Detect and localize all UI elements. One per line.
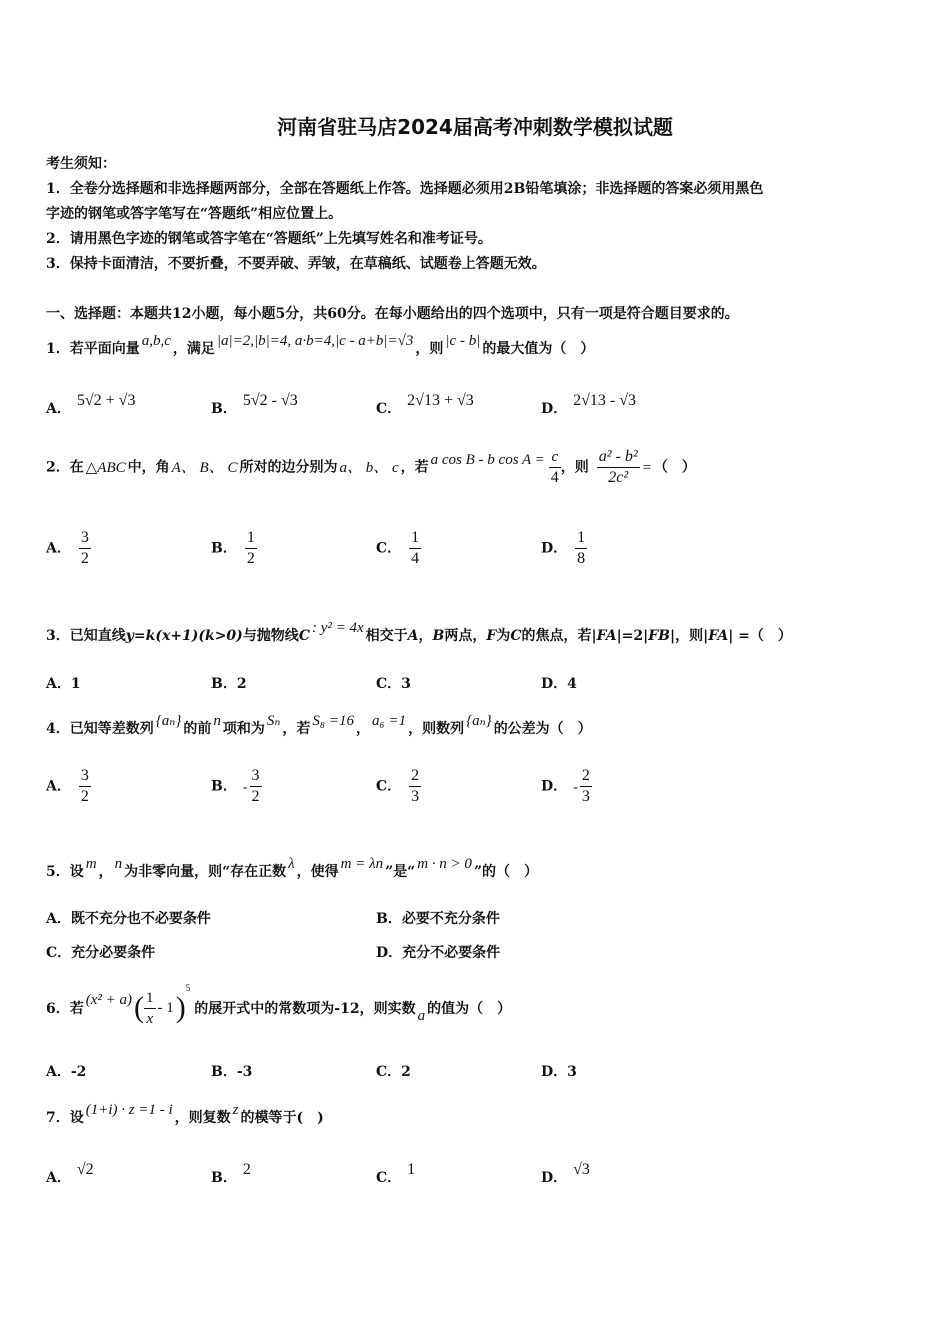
q7-text-1: 7．设 [46,1110,84,1126]
option-label: C． [376,676,402,692]
q2-math-equals: = [641,459,652,476]
q2-fraction-c-over-4 [549,447,561,488]
q3-text-15: |=2| [616,628,649,644]
q4-text-5: ， [356,721,371,737]
q3-option-d[interactable] [541,673,577,693]
notice-line-2: 2．请用黑色字迹的钢笔或答字笔在“答题纸”上先填写姓名和准考证号。 [46,231,492,247]
q1-text-2: ，满足 [172,341,215,357]
q4-text-1: 4．已知等差数列 [46,721,154,737]
option-value: 3 [401,676,411,692]
fraction-numerator: 1 [575,528,587,549]
option-label: C． [376,1064,402,1080]
option-value: 2 [401,1064,411,1080]
q1-text-4: 的最大值为（ ） [482,341,595,357]
q7-option-c[interactable] [376,1161,416,1187]
q6-math-exponent: 5 [185,983,191,993]
option-label: A． [46,401,71,417]
question-6 [46,983,512,1028]
option-fraction [250,766,262,807]
q6-option-c[interactable] [376,1061,411,1081]
option-value: 2 [242,1161,251,1178]
q4-text-2: 的前 [183,721,212,737]
q3-text-13: 的焦点，若| [521,628,597,644]
option-value: 2√13 - √3 [573,392,637,409]
question-2 [46,447,696,488]
q4-option-b[interactable] [211,766,262,807]
q4-math-n: n [213,713,221,729]
q4-option-d[interactable] [541,766,592,807]
option-sign: - [242,779,248,795]
option-value: 必要不充分条件 [401,911,500,927]
option-label: C． [46,945,72,961]
question-5 [46,856,538,881]
option-fraction [575,528,587,569]
q6-math-a: a [417,1007,426,1024]
q3-text-11: 为 [496,628,511,644]
notice-line-3: 3．保持卡面清洁，不要折叠，不要弄破、弄皱，在草稿纸、试题卷上答题无效。 [46,256,546,272]
fraction-denominator: 3 [581,788,590,805]
q7-math-z: z [232,1102,239,1118]
q5-math-lambda: λ [288,856,295,872]
option-label: D． [376,945,403,961]
fraction-denominator: 4 [411,550,420,567]
option-label: C． [376,401,402,417]
option-fraction [409,528,421,569]
q2-option-a[interactable] [46,528,91,569]
fraction-denominator: 8 [577,550,586,567]
option-value: 5√2 + √3 [76,392,136,409]
option-label: B． [211,540,237,557]
fraction-denominator: 2 [251,788,260,805]
q7-option-a[interactable] [46,1161,94,1187]
option-label: B． [211,778,237,795]
q3-text-1: 3．已知直线 [46,628,126,644]
q1-option-b[interactable] [211,392,298,418]
q1-math-target: |c - b| [445,333,481,349]
q5-text-5: ”是“ [385,864,416,880]
fraction-numerator: 1 [144,988,156,1009]
fraction-denominator: 3 [411,788,420,805]
q3-curve-c: C [510,628,522,644]
q5-option-c[interactable] [46,942,155,962]
q5-text-2: ， [98,864,113,880]
q5-text-3: 为非零向量，则“存在正数 [124,864,287,880]
q6-fraction-1-over-x [144,988,156,1029]
option-value: √2 [76,1161,94,1178]
q7-math-equation: (1+i) · z =1 - i [85,1102,173,1118]
q6-option-d[interactable] [541,1061,577,1081]
q3-text-3: 与抛物线 [242,628,299,644]
option-value: 3 [567,1064,577,1080]
q6-math-minus-one: - 1 [157,999,174,1016]
option-fraction [580,766,592,807]
option-label: D． [541,1064,568,1080]
q4-math-sequence: {aₙ} [155,713,182,729]
q2-math-angles: A、 B、 C [171,459,238,476]
option-label: C． [376,1170,402,1186]
option-value: 既不充分也不必要条件 [70,911,211,927]
fraction-denominator: 4 [550,469,559,486]
fraction-denominator: x [146,1010,154,1027]
q5-option-d[interactable] [376,942,500,962]
q3-option-b[interactable] [211,673,247,693]
option-label: B． [211,676,237,692]
q3-point-a: A [407,628,419,644]
q4-text-3: 项和为 [222,721,265,737]
q3-segment-fa-2: FA [708,628,729,644]
fraction-denominator: 2 [246,550,255,567]
q3-segment-fb: FB [648,628,671,644]
q4-text-7: 的公差为（ ） [493,721,592,737]
q3-text-17: |，则| [670,628,709,644]
option-label: A． [46,1064,71,1080]
q2-text-3: 所对的边分别为 [239,459,338,476]
option-label: D． [541,540,568,557]
option-value: 4 [567,676,577,692]
option-value: -2 [70,1064,87,1080]
q4-math-a6: a₆ =1 [372,713,407,729]
fraction-numerator: 3 [79,528,91,549]
page-title: 河南省驻马店2024届高考冲刺数学模拟试题 [277,115,673,139]
q5-math-n: n [114,856,123,872]
option-value: 1 [70,676,81,692]
q2-option-c[interactable] [376,528,421,569]
q6-text-3: 的值为（ ） [427,1001,512,1017]
q1-option-a[interactable] [46,392,136,418]
option-value: 2 [236,676,247,692]
q4-option-a[interactable] [46,766,91,807]
q2-option-d[interactable] [541,528,587,569]
option-value: 5√2 - √3 [242,392,298,409]
q1-text-1: 1．若平面向量 [46,341,140,357]
q3-option-a[interactable] [46,673,81,693]
notice-line-1b: 字迹的钢笔或答字笔写在“答题纸”相应位置上。 [46,206,343,222]
q3-text-19: | =（ ） [728,628,792,644]
option-fraction [79,528,91,569]
q4-math-s8: S₈ =16 [312,713,355,729]
option-label: B． [211,1064,237,1080]
q2-text-4: ，若 [400,459,429,476]
option-value: √3 [573,1161,590,1178]
option-label: B． [376,911,402,927]
option-fraction [79,766,91,807]
q4-math-sn: Sₙ [266,713,281,729]
q1-math-vectors: a,b,c [141,333,171,349]
q2-text-5: ，则 [560,459,589,476]
q2-math-sides: a、 b、 c [339,459,399,476]
option-label: A． [46,911,71,927]
q4-text-4: ，若 [282,721,311,737]
q3-point-b: B [432,628,445,644]
option-value: 2√13 + √3 [407,392,474,409]
q3-segment-fa: FA [596,628,617,644]
option-value: 充分不必要条件 [402,945,501,961]
option-label: A． [46,778,71,795]
q2-text-6: （ ） [653,459,696,476]
section-heading: 一、选择题：本题共12小题，每小题5分，共60分。在每小题给出的四个选项中，只有一项是符合题目要求的。 [46,306,739,322]
option-label: A． [46,540,71,557]
q5-math-m: m [85,856,97,872]
q6-option-b[interactable] [211,1061,252,1081]
q1-option-c[interactable] [376,392,474,418]
option-value: 1 [407,1161,416,1178]
q6-right-paren: ) [175,991,186,1024]
option-fraction [409,766,421,807]
q4-text-6: ，则数列 [408,721,465,737]
notice-heading: 考生须知： [46,156,116,172]
option-value: -3 [236,1064,253,1080]
q3-parabola-name: C [298,628,310,644]
q7-text-3: 的模等于( ) [240,1110,324,1126]
q4-math-sequence-2: {aₙ} [466,713,492,729]
q4-option-c[interactable] [376,766,421,807]
q7-option-d[interactable] [541,1161,590,1187]
q6-text-2: 的展开式中的常数项为-12，则实数 [194,1001,416,1017]
question-1 [46,333,595,358]
q6-option-a[interactable] [46,1061,86,1081]
notice-line-1a: 1．全卷分选择题和非选择题两部分，全部在答题纸上作答。选择题必须用2B铅笔填涂；非选择题的答案必须用黑色 [46,181,764,197]
q5-math-m-eq: m = λn [340,856,384,872]
q5-text-1: 5．设 [46,864,84,880]
option-fraction [245,528,257,569]
fraction-denominator: 2c² [608,469,629,486]
q7-text-2: ，则复数 [174,1110,231,1126]
option-label: C． [376,540,402,557]
fraction-numerator: 3 [79,766,91,787]
option-label: D． [541,1170,568,1186]
option-label: B． [211,1170,237,1186]
q3-focus-f: F [486,628,497,644]
q2-option-b[interactable] [211,528,257,569]
option-label: D． [541,401,568,417]
option-label: B． [211,401,237,417]
option-label: A． [46,1170,71,1186]
q1-text-3: ，则 [415,341,444,357]
q3-text-9: 两点， [444,628,487,644]
q6-math-factor: (x² + a) [85,991,133,1008]
fraction-numerator: 1 [245,528,257,549]
q2-math-condition: a cos B - b cos A = [430,451,545,468]
fraction-numerator: 2 [580,766,592,787]
option-label: A． [46,676,71,692]
q2-text-1: 2．在 [46,459,84,476]
fraction-numerator: 1 [409,528,421,549]
q2-math-triangle: △ABC [85,459,126,476]
question-4 [46,713,592,738]
q5-text-4: ，使得 [296,864,339,880]
q2-text-2: 中，角 [127,459,170,476]
fraction-numerator: 2 [409,766,421,787]
option-label: C． [376,778,402,795]
q3-line-equation: y=k(x+1)(k>0) [125,628,243,644]
fraction-numerator: a² - b² [597,447,640,468]
q3-text-7: ， [418,628,433,644]
question-3 [46,620,792,645]
q3-option-c[interactable] [376,673,411,693]
fraction-denominator: 2 [80,788,89,805]
q5-option-a[interactable] [46,908,211,928]
q6-text-1: 6．若 [46,1001,84,1017]
q3-text-5: 相交于 [365,628,408,644]
option-value: 充分必要条件 [71,945,156,961]
q1-math-conditions: |a|=2,|b|=4, a·b=4,|c - a+b|=√3 [216,333,414,349]
option-label: D． [541,676,568,692]
q2-fraction-target [597,447,640,488]
q5-option-b[interactable] [376,908,500,928]
q7-option-b[interactable] [211,1161,251,1187]
fraction-denominator: 2 [80,550,89,567]
q5-math-dot: m · n > 0 [417,856,472,872]
question-7 [46,1102,324,1127]
fraction-numerator: c [549,447,561,468]
q3-math-parabola: : y² = 4x [311,620,364,636]
option-label: D． [541,778,568,795]
option-sign: - [573,779,578,795]
fraction-numerator: 3 [250,766,262,787]
q1-option-d[interactable] [541,392,637,418]
q6-left-paren: ( [134,991,145,1024]
q5-text-6: ”的（ ） [473,864,538,880]
